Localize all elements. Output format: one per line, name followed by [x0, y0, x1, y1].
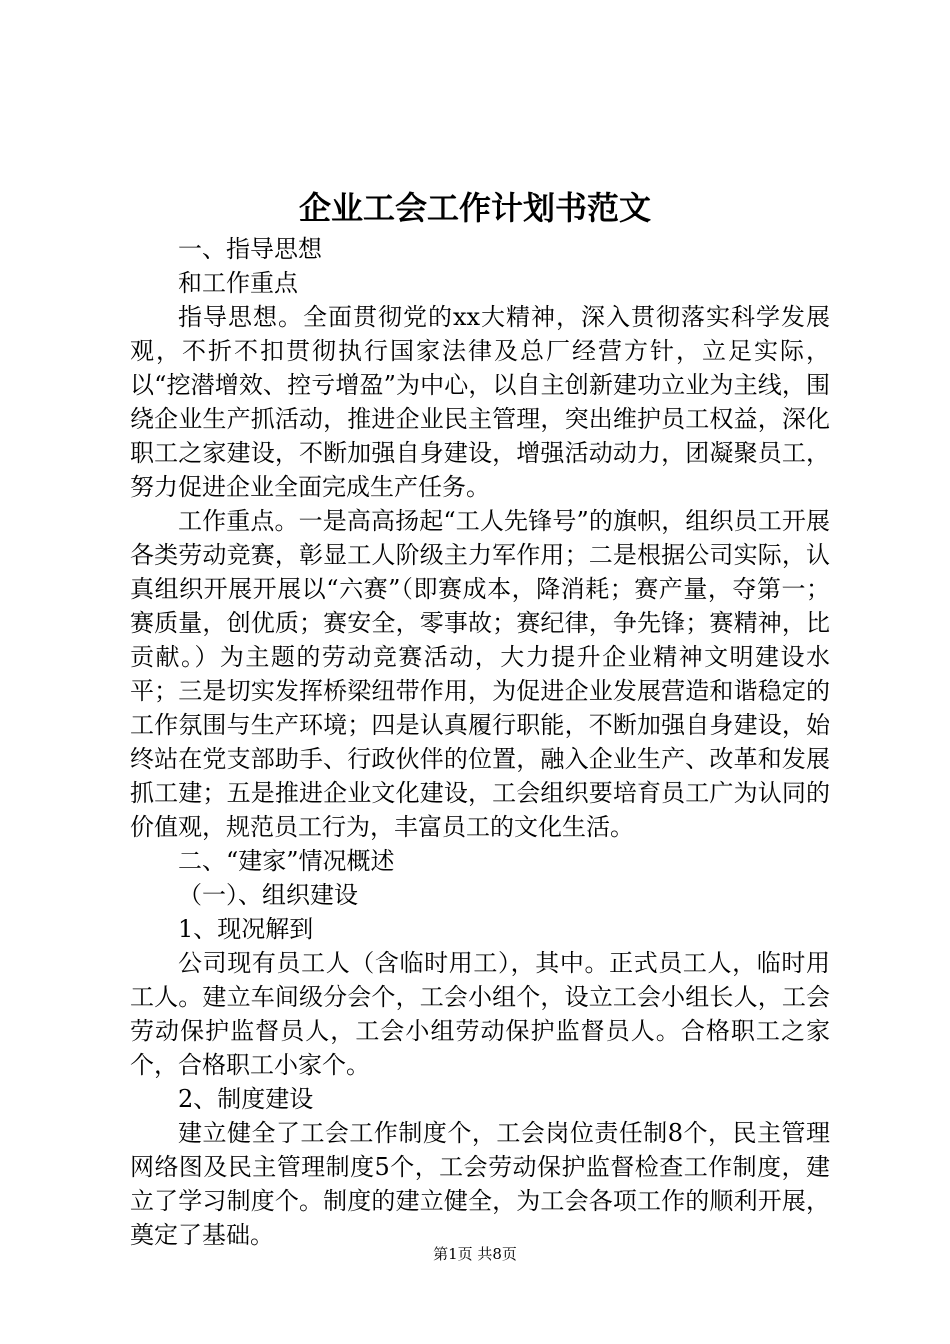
- section-heading-work-focus: 和工作重点: [178, 269, 298, 297]
- item-heading-system-building: 2、制度建设: [178, 1085, 314, 1113]
- section-heading-jianjia-overview: 二、“建家”情况概述: [178, 847, 395, 875]
- section-heading-guiding-thought: 一、指导思想: [178, 235, 322, 263]
- page-number-footer: 第1页 共8页: [433, 1245, 517, 1263]
- item-heading-status: 1、现况解到: [178, 915, 314, 943]
- subsection-heading-organization: （一）、组织建设: [178, 881, 358, 909]
- document-body: [130, 232, 830, 1252]
- paragraph-status: 公司现有员工人（含临时用工），其中。正式员工人，临时用工人。建立车间级分会个，工会小组个，设立工会小组长人，工会劳动保护监督员人，工会小组劳动保护监督员人。合格职工之家个，合格职工小家个。: [130, 949, 830, 1079]
- paragraph-system-building: 建立健全了工会工作制度个，工会岗位责任制8个，民主管理网络图及民主管理制度5个，工会劳动保护监督检查工作制度，建立了学习制度个。制度的建立健全，为工会各项工作的顺利开展，奠定了基础。: [130, 1119, 830, 1249]
- paragraph-guiding-thought: 指导思想。全面贯彻党的xx大精神，深入贯彻落实科学发展观，不折不扣贯彻执行国家法律及总厂经营方针，立足实际，以“挖潜增效、控亏增盈”为中心，以自主创新建功立业为主线，围绕企业生产抓活动，推进企业民主管理，突出维护员工权益，深化职工之家建设，不断加强自身建设，增强活动动力，团凝聚员工，努力促进企业全面完成生产任务。: [130, 303, 830, 501]
- paragraph-work-focus: 工作重点。一是高高扬起“工人先锋号”的旗帜，组织员工开展各类劳动竞赛，彰显工人阶级主力军作用；二是根据公司实际，认真组织开展开展以“六赛”（即赛成本，降消耗；赛产量，夺第一；赛质量，创优质；赛安全，零事故；赛纪律，争先锋；赛精神，比贡献。）为主题的劳动竞赛活动，大力提升企业精神文明建设水平；三是切实发挥桥梁纽带作用，为促进企业发展营造和谐稳定的工作氛围与生产环境；四是认真履行职能，不断加强自身建设，始终站在党支部助手、行政伙伴的位置，融入企业生产、改革和发展抓工建；五是推进企业文化建设，工会组织要培育员工广为认同的价值观，规范员工行为，丰富员工的文化生活。: [130, 507, 830, 841]
- document-title: 企业工会工作计划书范文: [298, 189, 651, 227]
